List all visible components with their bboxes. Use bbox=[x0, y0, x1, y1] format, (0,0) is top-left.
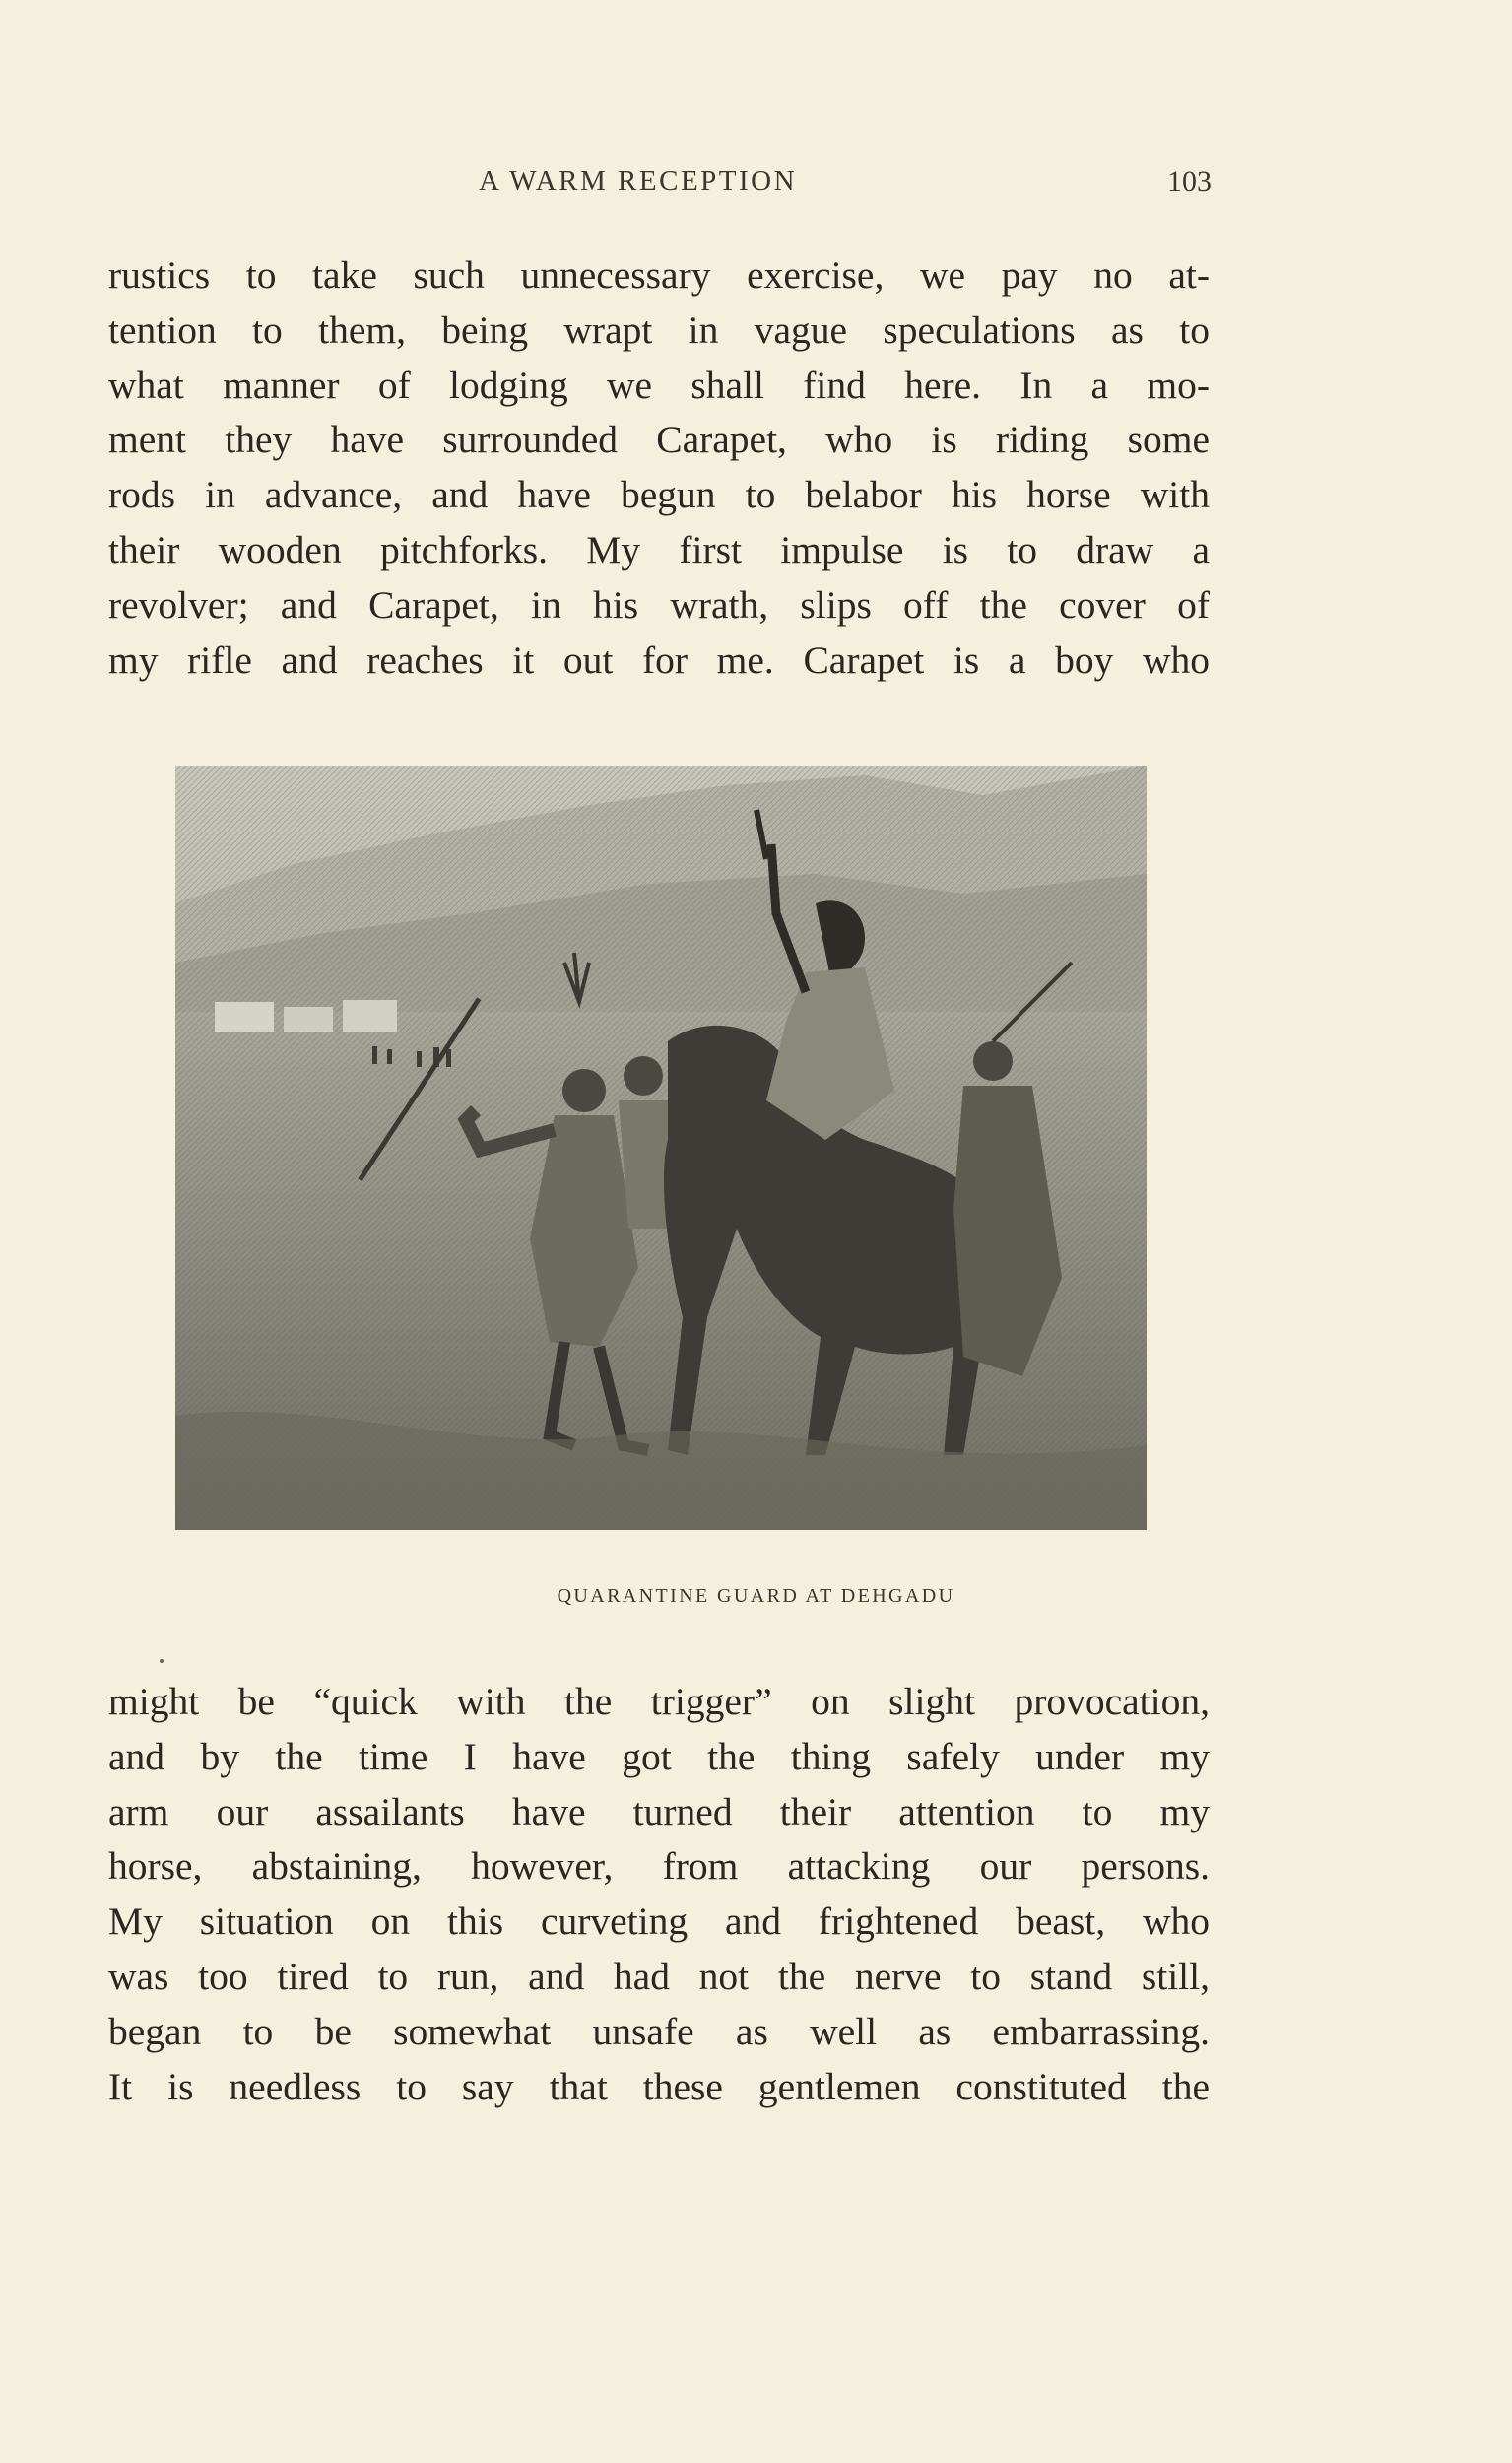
paragraph-bottom bbox=[108, 1675, 1210, 2114]
running-header bbox=[108, 166, 1212, 205]
text-line: revolver; and Carapet, in his wrath, slips off the cover of bbox=[108, 582, 1210, 627]
text-line: their wooden pitchforks. My first impulse is to draw a bbox=[108, 527, 1210, 571]
text-line: might be “quick with the trigger” on slight provocation, bbox=[108, 1680, 1210, 1723]
text-line: my rifle and reaches it out for me. Carapet is a boy who bbox=[108, 637, 1210, 682]
text-line: began to be somewhat unsafe as well as embarrassing. bbox=[108, 2009, 1210, 2053]
text-line: rods in advance, and have begun to belabor his horse with bbox=[108, 473, 1210, 517]
distant-house bbox=[215, 1002, 274, 1032]
text-line: and by the time I have got the thing safely under my bbox=[108, 1734, 1210, 1778]
text-line: ment they have surrounded Carapet, who is riding some bbox=[108, 418, 1210, 462]
page-number: 103 bbox=[1167, 166, 1212, 198]
engraving-illustration bbox=[175, 766, 1147, 1530]
distant-house bbox=[284, 1007, 333, 1032]
text-line: arm our assailants have turned their attention to my bbox=[108, 1789, 1210, 1833]
text-line: horse, abstaining, however, from attacking our persons. bbox=[108, 1844, 1210, 1889]
illustration-caption: QUARANTINE GUARD AT DEHGADU bbox=[557, 1585, 955, 1607]
engraving-drawing bbox=[175, 766, 1147, 1530]
running-title: A WARM RECEPTION bbox=[479, 166, 798, 197]
print-speck bbox=[160, 1659, 164, 1663]
text-line: what manner of lodging we shall find here. In a mo- bbox=[108, 363, 1210, 407]
text-line: It is needless to say that these gentlemen constituted the bbox=[108, 2064, 1210, 2108]
paragraph-top bbox=[108, 248, 1210, 688]
text-line: My situation on this curveting and frightened beast, who bbox=[108, 1899, 1210, 1944]
distant-house bbox=[343, 1000, 397, 1032]
text-line: was too tired to run, and had not the nerve to stand still, bbox=[108, 1954, 1210, 1998]
text-line: tention to them, being wrapt in vague speculations as to bbox=[108, 307, 1210, 352]
text-line: rustics to take such unnecessary exercise, we pay no at- bbox=[108, 253, 1210, 297]
